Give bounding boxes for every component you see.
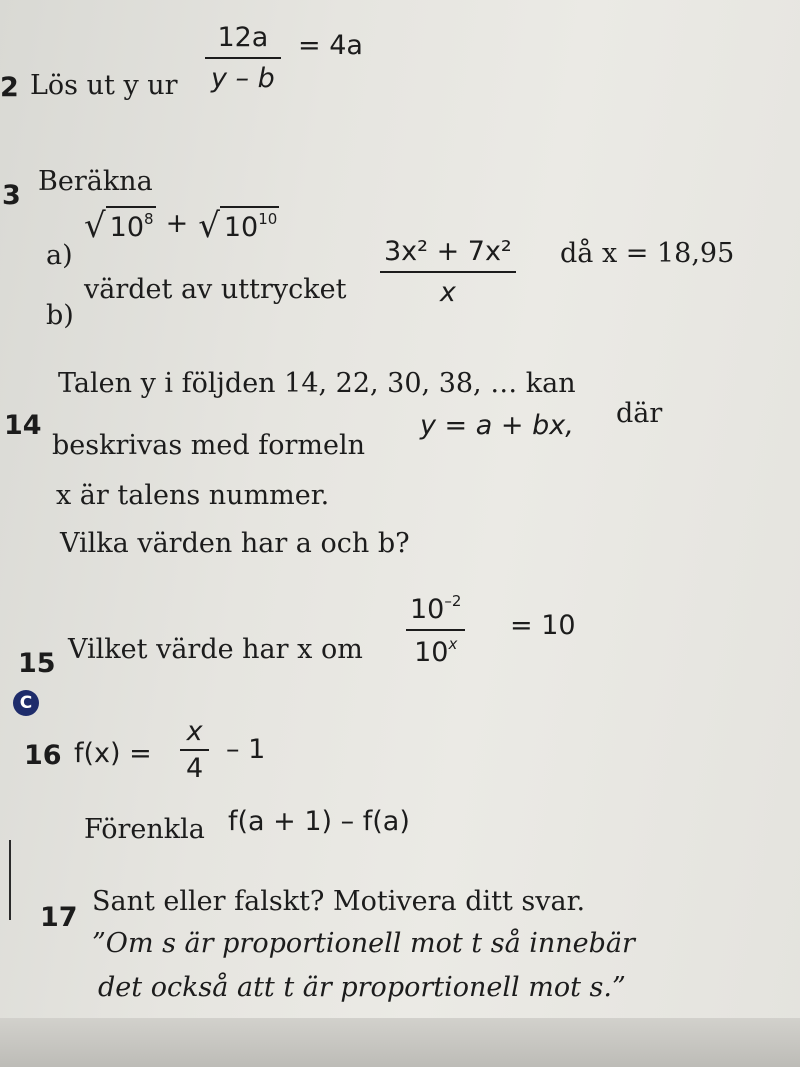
denominator-exponent: x [448, 635, 458, 653]
problem-line-2-text: beskrivas med formeln [52, 430, 366, 461]
problem-line-2: ”Om s är proportionell mot t så innebär [92, 928, 635, 959]
numerator: 3x² + 7x² [384, 236, 512, 267]
function-rhs: – 1 [226, 734, 266, 765]
problem-line-2-end: där [616, 398, 663, 429]
denominator: x [439, 277, 456, 308]
problem-line-3: x är talens nummer. [56, 480, 330, 511]
part-b-text: värdet av uttrycket [84, 274, 347, 305]
margin-line [9, 840, 11, 920]
denominator: 4 [186, 753, 204, 784]
problem-line-2-formula: y = a + bx, [420, 410, 574, 441]
function-lhs: f(x) = [74, 738, 152, 769]
difficulty-badge: C [13, 690, 39, 716]
part-b-condition: då x = 18,95 [560, 238, 735, 269]
fraction [406, 592, 465, 668]
equation-rhs: = 4a [298, 30, 363, 61]
numerator-exponent: –2 [444, 592, 462, 610]
plus-sign: + [165, 208, 189, 239]
part-a-expression [84, 206, 279, 246]
fraction [380, 236, 516, 308]
problem-text: Beräkna [38, 166, 153, 197]
denominator: y – b [211, 63, 275, 94]
numerator: 12a [217, 22, 269, 53]
square-root [84, 206, 156, 246]
radical-sign: √ [84, 206, 106, 246]
radicand-exponent: 8 [144, 210, 154, 228]
fraction [205, 22, 281, 94]
problem-number: 3 [2, 180, 21, 211]
numerator: x [186, 716, 203, 747]
denominator-base: 10 [414, 637, 449, 668]
problem-line-4: Vilka värden har a och b? [60, 528, 410, 559]
problem-line-3: det också att t är proportionell mot s.” [98, 972, 626, 1003]
equation-rhs: = 10 [510, 610, 576, 641]
problem-line-1: Talen y i följden 14, 22, 30, 38, … kan [58, 368, 576, 399]
page-edge-shadow [0, 1018, 800, 1067]
problem-number: 16 [24, 740, 62, 771]
part-b-label: b) [46, 300, 74, 331]
radical-sign: √ [198, 206, 220, 246]
radicand-base: 10 [109, 212, 145, 243]
problem-number: 17 [40, 902, 78, 933]
problem-number: 15 [18, 648, 56, 679]
fraction [180, 716, 209, 784]
numerator-base: 10 [410, 594, 445, 625]
square-root [198, 206, 279, 246]
radicand-exponent: 10 [258, 210, 278, 228]
problem-text: Vilket värde har x om [68, 634, 363, 665]
task-formula: f(a + 1) – f(a) [228, 806, 410, 837]
problem-number: 2 [0, 72, 19, 103]
part-a-label: a) [46, 240, 73, 271]
problem-number: 14 [4, 410, 42, 441]
denominator [410, 631, 461, 668]
problem-line-1: Sant eller falskt? Motivera ditt svar. [92, 886, 586, 917]
numerator [406, 592, 465, 629]
problem-text: Lös ut y ur [30, 70, 178, 101]
task-text: Förenkla [84, 814, 205, 845]
radicand-base: 10 [223, 212, 259, 243]
